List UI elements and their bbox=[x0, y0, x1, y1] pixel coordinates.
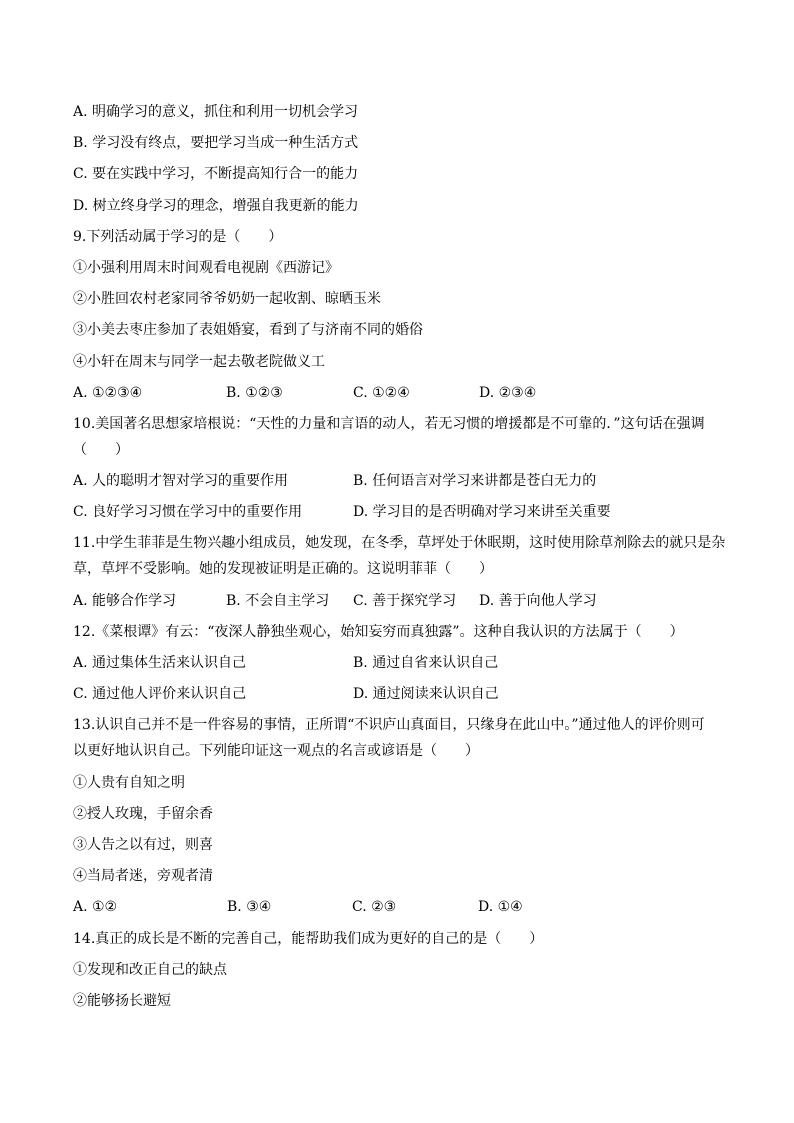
q12-options-row-2 bbox=[73, 684, 733, 715]
q12-option-d: D. 通过阅读来认识自己 bbox=[353, 686, 499, 703]
q9-option-c: C. ①②④ bbox=[353, 384, 410, 401]
q11-option-b: B. 不会自主学习 bbox=[226, 592, 330, 609]
q12-stem: 12.《菜根谭》有云：“夜深人静独坐观心，始知妄穷而真独露”。这种自我认识的方法属于（ ） bbox=[73, 623, 684, 640]
q8-option-b: B. 学习没有终点，要把学习当成一种生活方式 bbox=[73, 135, 359, 152]
q10-option-b: B. 任何语言对学习来讲都是苍白无力的 bbox=[353, 473, 597, 490]
q12-option-b: B. 通过自省来认识自己 bbox=[353, 655, 499, 671]
q14-item-1: ①发现和改正自己的缺点 bbox=[73, 961, 227, 978]
q9-item-1: ①小强利用周末时间观看电视剧《西游记》 bbox=[73, 259, 339, 276]
q10-option-d: D. 学习目的是否明确对学习来讲至关重要 bbox=[353, 504, 611, 521]
q13-item-4: ④当局者迷，旁观者清 bbox=[73, 868, 213, 885]
q10-options-row-1 bbox=[73, 471, 733, 502]
q10-options-row-2 bbox=[73, 502, 733, 533]
q13-option-c: C. ②③ bbox=[352, 899, 397, 916]
q13-stem-line-2: 以更好地认识自己。下列能印证这一观点的名言或谚语是（ ） bbox=[73, 743, 479, 760]
q11-stem-line-2: 草，草坪不受影响。她的发现被证明是正确的。这说明菲菲（ ） bbox=[73, 561, 493, 578]
q13-options bbox=[73, 897, 733, 928]
q11-option-a: A. 能够合作学习 bbox=[73, 592, 177, 609]
q9-stem: 9.下列活动属于学习的是（ ） bbox=[73, 228, 283, 245]
q13-stem-line-1: 13.认识自己并不是一件容易的事情，正所谓“不识庐山真面目，只缘身在此山中。”通过他人的评价则可 bbox=[73, 717, 705, 734]
q9-item-3: ③小美去枣庄参加了表姐婚宴，看到了与济南不同的婚俗 bbox=[73, 322, 423, 339]
q8-option-d: D. 树立终身学习的理念，增强自我更新的能力 bbox=[73, 197, 359, 214]
q8-option-c: C. 要在实践中学习，不断提高知行合一的能力 bbox=[73, 166, 359, 183]
q13-item-1: ①人贵有自知之明 bbox=[73, 774, 185, 791]
q9-item-2: ②小胜回农村老家同爷爷奶奶一起收割、晾晒玉米 bbox=[73, 291, 381, 308]
q10-option-c: C. 良好学习习惯在学习中的重要作用 bbox=[73, 504, 303, 521]
q9-options bbox=[73, 383, 733, 414]
question-list bbox=[73, 102, 733, 1022]
q14-stem: 14.真正的成长是不断的完善自己，能帮助我们成为更好的自己的是（ ） bbox=[73, 930, 544, 947]
q11-option-d: D. 善于向他人学习 bbox=[479, 592, 597, 609]
q13-item-2: ②授人玫瑰，手留余香 bbox=[73, 805, 213, 822]
q9-item-4: ④小轩在周末与同学一起去敬老院做义工 bbox=[73, 353, 325, 370]
q9-option-b: B. ①②③ bbox=[226, 384, 283, 401]
q13-option-a: A. ①② bbox=[73, 899, 118, 916]
q10-option-a: A. 人的聪明才智对学习的重要作用 bbox=[73, 473, 289, 490]
q13-option-d: D. ①④ bbox=[478, 899, 523, 916]
q12-option-c: C. 通过他人评价来认识自己 bbox=[73, 686, 247, 703]
q9-option-a: A. ①②③④ bbox=[73, 384, 143, 401]
q14-item-2: ②能够扬长避短 bbox=[73, 992, 171, 1009]
q12-options-row-1 bbox=[73, 653, 733, 684]
q12-option-a: A. 通过集体生活来认识自己 bbox=[73, 655, 247, 671]
q11-option-c: C. 善于探究学习 bbox=[353, 592, 457, 609]
q13-option-b: B. ③④ bbox=[227, 899, 272, 916]
q11-options bbox=[73, 591, 733, 622]
q10-stem-line-1: 10.美国著名思想家培根说：“天性的力量和言语的动人，若无习惯的增援都是不可靠的．”这句话在强调 bbox=[73, 415, 705, 432]
q11-stem-line-1: 11.中学生菲菲是生物兴趣小组成员，她发现，在冬季，草坪处于休眠期，这时使用除草剂除去的就只是杂 bbox=[73, 535, 726, 552]
q10-stem-line-2: （ ） bbox=[73, 441, 129, 458]
q13-item-3: ③人告之以有过，则喜 bbox=[73, 836, 213, 853]
q8-option-a: A. 明确学习的意义，抓住和利用一切机会学习 bbox=[73, 104, 359, 120]
q9-option-d: D. ②③④ bbox=[479, 384, 537, 401]
